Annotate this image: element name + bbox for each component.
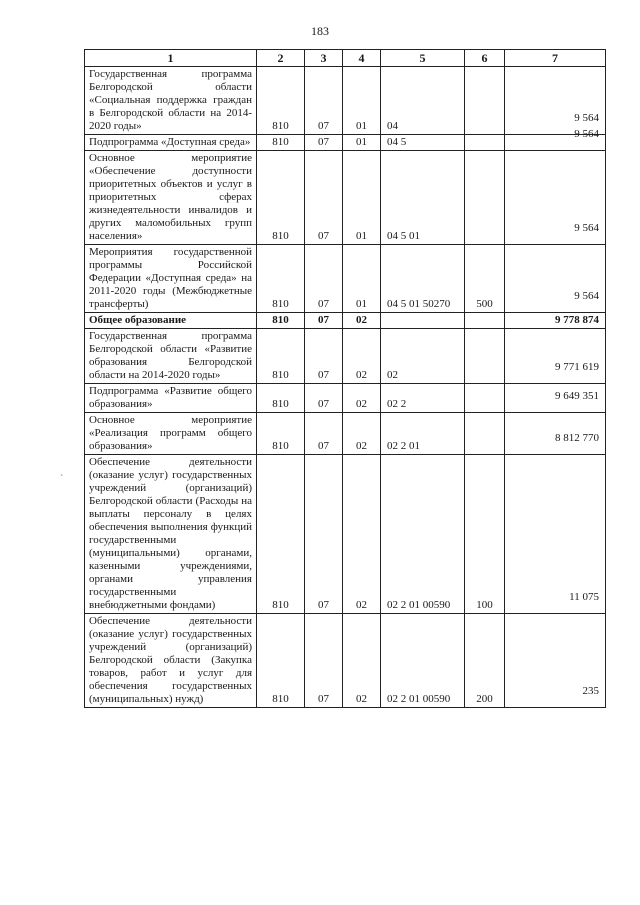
column-header: 4 (343, 50, 381, 67)
section-code-cell: 07 (305, 384, 343, 413)
section-code-cell: 07 (305, 413, 343, 455)
table-row (85, 384, 606, 413)
page-number: 183 (311, 24, 329, 38)
amount-cell (505, 329, 606, 384)
table-row (85, 413, 606, 455)
ministry-code-cell: 810 (257, 329, 305, 384)
budget-table (84, 49, 606, 708)
target-article-cell: 02 2 01 (381, 413, 465, 455)
table-row (85, 329, 606, 384)
subsection-code-cell: 01 (343, 135, 381, 151)
ministry-code-cell: 810 (257, 313, 305, 329)
expense-type-cell: 200 (465, 614, 505, 708)
section-code-cell: 07 (305, 151, 343, 245)
ministry-code-cell: 810 (257, 245, 305, 313)
target-article-cell: 02 (381, 329, 465, 384)
expense-type-cell (465, 135, 505, 151)
target-article-cell: 04 (381, 67, 465, 135)
target-article-cell: 02 2 (381, 384, 465, 413)
row-name-cell: Обеспечение деятельности (оказание услуг) государственных учреждений (организаций) Белгородской области (Расходы на выплаты персоналу в целях обеспечения выполнения функций государственными (муниципальными) органами, казенными учреждениями, органами управления государственными внебюджетными фондами) (85, 455, 257, 614)
section-code-cell: 07 (305, 135, 343, 151)
section-code-cell: 07 (305, 313, 343, 329)
amount-cell (505, 455, 606, 614)
section-code-cell: 07 (305, 245, 343, 313)
table-row (85, 614, 606, 708)
amount-value: 9 778 874 (555, 314, 599, 326)
table-row (85, 245, 606, 313)
section-code-cell: 07 (305, 455, 343, 614)
section-code-cell: 07 (305, 329, 343, 384)
subsection-code-cell: 02 (343, 455, 381, 614)
amount-value: 9 649 351 (555, 390, 599, 402)
expense-type-cell (465, 313, 505, 329)
row-name-cell: Подпрограмма «Развитие общего образования» (85, 384, 257, 413)
expense-type-cell (465, 151, 505, 245)
row-name-cell: Государственная программа Белгородской области «Социальная поддержка граждан в Белгородской области на 2014-2020 годы» (85, 67, 257, 135)
stray-mark: ` (60, 474, 64, 485)
subsection-code-cell: 02 (343, 313, 381, 329)
table-row (85, 455, 606, 614)
column-header: 7 (505, 50, 606, 67)
amount-value: 9 564 (574, 222, 599, 234)
amount-cell (505, 151, 606, 245)
row-name-cell: Мероприятия государственной программы Российской Федерации «Доступная среда» на 2011-2020 годы (Межбюджетные трансферты) (85, 245, 257, 313)
ministry-code-cell: 810 (257, 135, 305, 151)
table-row (85, 151, 606, 245)
target-article-cell: 04 5 01 (381, 151, 465, 245)
amount-value: 11 075 (569, 591, 599, 603)
target-article-cell (381, 313, 465, 329)
amount-value: 9 771 619 (555, 361, 599, 373)
amount-cell (505, 384, 606, 413)
amount-cell (505, 67, 606, 135)
subsection-code-cell: 02 (343, 329, 381, 384)
row-name-cell: Подпрограмма «Доступная среда» (85, 135, 257, 151)
amount-value: 235 (582, 685, 599, 697)
table-header (85, 50, 606, 67)
row-name-cell: Обеспечение деятельности (оказание услуг) государственных учреждений (организаций) Белгородской области (Закупка товаров, работ и услуг для обеспечения государственных (муниципальных) нужд) (85, 614, 257, 708)
ministry-code-cell: 810 (257, 151, 305, 245)
table-row (85, 313, 606, 329)
ministry-code-cell: 810 (257, 384, 305, 413)
row-name-cell: Основное мероприятие «Обеспечение доступности приоритетных объектов и услуг в приоритетных сферах жизнедеятельности инвалидов и других маломобильных групп населения» (85, 151, 257, 245)
subsection-code-cell: 02 (343, 614, 381, 708)
amount-value: 9 564 (574, 112, 599, 124)
subsection-code-cell: 02 (343, 413, 381, 455)
table-body (85, 67, 606, 708)
ministry-code-cell: 810 (257, 455, 305, 614)
ministry-code-cell: 810 (257, 614, 305, 708)
target-article-cell: 04 5 (381, 135, 465, 151)
column-header: 2 (257, 50, 305, 67)
target-article-cell: 02 2 01 00590 (381, 455, 465, 614)
expense-type-cell: 500 (465, 245, 505, 313)
column-header: 3 (305, 50, 343, 67)
expense-type-cell (465, 384, 505, 413)
amount-value: 8 812 770 (555, 432, 599, 444)
amount-cell (505, 614, 606, 708)
table-row (85, 67, 606, 135)
row-name-cell: Государственная программа Белгородской области «Развитие образования Белгородской области на 2014-2020 годы» (85, 329, 257, 384)
row-name-cell: Основное мероприятие «Реализация программ общего образования» (85, 413, 257, 455)
expense-type-cell (465, 413, 505, 455)
target-article-cell: 04 5 01 50270 (381, 245, 465, 313)
amount-cell (505, 313, 606, 329)
section-code-cell: 07 (305, 67, 343, 135)
subsection-code-cell: 01 (343, 67, 381, 135)
amount-cell (505, 413, 606, 455)
expense-type-cell (465, 67, 505, 135)
amount-value: 9 564 (574, 290, 599, 302)
row-name-cell: Общее образование (85, 313, 257, 329)
expense-type-cell: 100 (465, 455, 505, 614)
amount-cell (505, 245, 606, 313)
column-header: 1 (85, 50, 257, 67)
column-header: 5 (381, 50, 465, 67)
subsection-code-cell: 02 (343, 384, 381, 413)
subsection-code-cell: 01 (343, 245, 381, 313)
target-article-cell: 02 2 01 00590 (381, 614, 465, 708)
amount-cell (505, 128, 606, 151)
subsection-code-cell: 01 (343, 151, 381, 245)
column-header: 6 (465, 50, 505, 67)
section-code-cell: 07 (305, 614, 343, 708)
ministry-code-cell: 810 (257, 413, 305, 455)
ministry-code-cell: 810 (257, 67, 305, 135)
table-row (85, 135, 606, 151)
amount-value: 9 564 (574, 128, 599, 140)
expense-type-cell (465, 329, 505, 384)
